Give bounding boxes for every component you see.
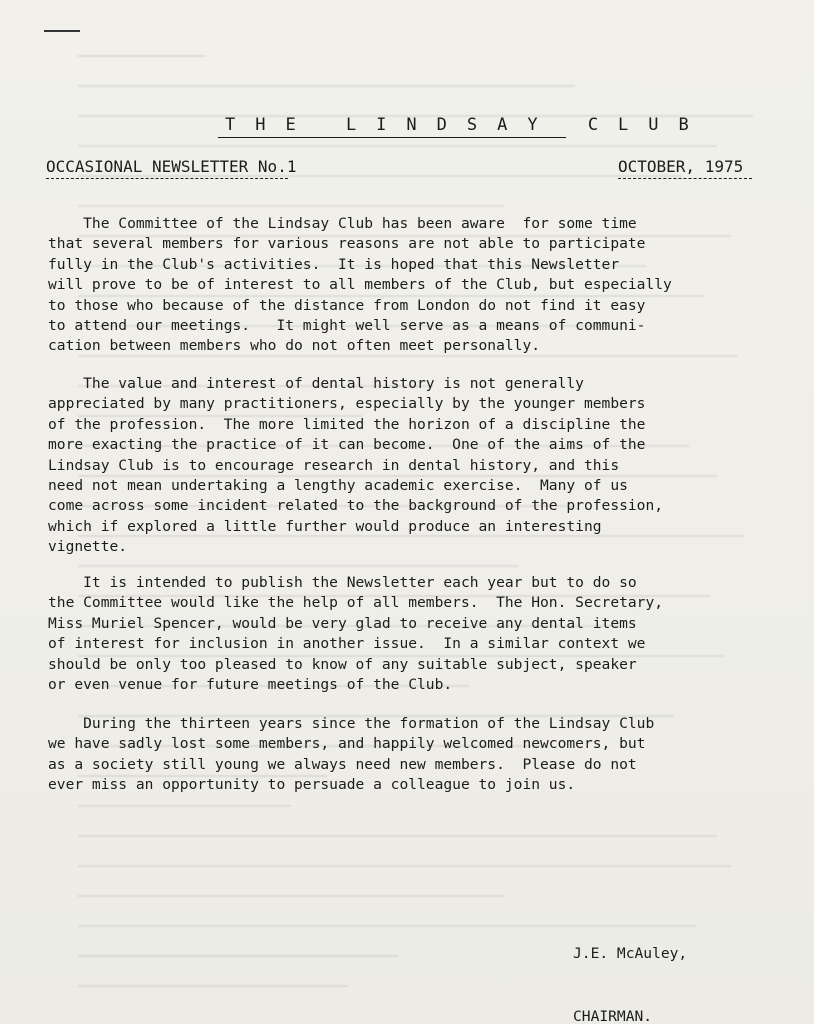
club-title: THE LINDSAY CLUB: [225, 115, 709, 135]
signature-block: [573, 901, 687, 1024]
signature-name: J.E. McAuley,: [573, 945, 688, 962]
newsletter-date-underline: [618, 178, 752, 179]
signature-title: CHAIRMAN.: [573, 1008, 653, 1024]
newsletter-label: OCCASIONAL NEWSLETTER No.1: [46, 157, 297, 176]
paragraph-dental-history: The value and interest of dental history is not generally appreciated by many practitioners, especially by the younger members of the profession. The more limited the horizon of a discipline the more exacting the practice of it can become. One of the aims of the Lindsay Club is to encourage research in dental history, and this need not mean undertaking a lengthy academic exercise. Many of us come across some incident related to the background of the profession, which if explored a little further would produce an interesting vignette.: [48, 375, 664, 556]
paragraph-publishing: It is intended to publish the Newsletter each year but to do so the Committee would like the help of all members. The Hon. Secretary, Miss Muriel Spencer, would be very glad to receive any dental items of interest for inclusion in another issue. In a similar context we should be only too pleased to know of any suitable subject, speaker or even venue for future meetings of the Club.: [48, 574, 664, 694]
paragraph-membership: During the thirteen years since the formation of the Lindsay Club we have sadly lost some members, and happily welcomed newcomers, but as a society still young we always need new members. Please do not ever miss an opportunity to persuade a colleague to join us.: [48, 715, 655, 794]
paragraph-committee: The Committee of the Lindsay Club has been aware for some time that several members for various reasons are not able to participate fully in the Club's activities. It is hoped that this Newsletter will prove to be of interest to all members of the Club, but especially to those who because of the distance from London do not find it easy to attend our meetings. It might well serve as a means of communi- cation between members who do not often meet personally.: [48, 215, 672, 355]
newsletter-label-underline: [46, 178, 288, 179]
margin-mark: [44, 30, 80, 32]
newsletter-date: OCTOBER, 1975: [618, 157, 744, 176]
title-underline: [218, 137, 566, 138]
